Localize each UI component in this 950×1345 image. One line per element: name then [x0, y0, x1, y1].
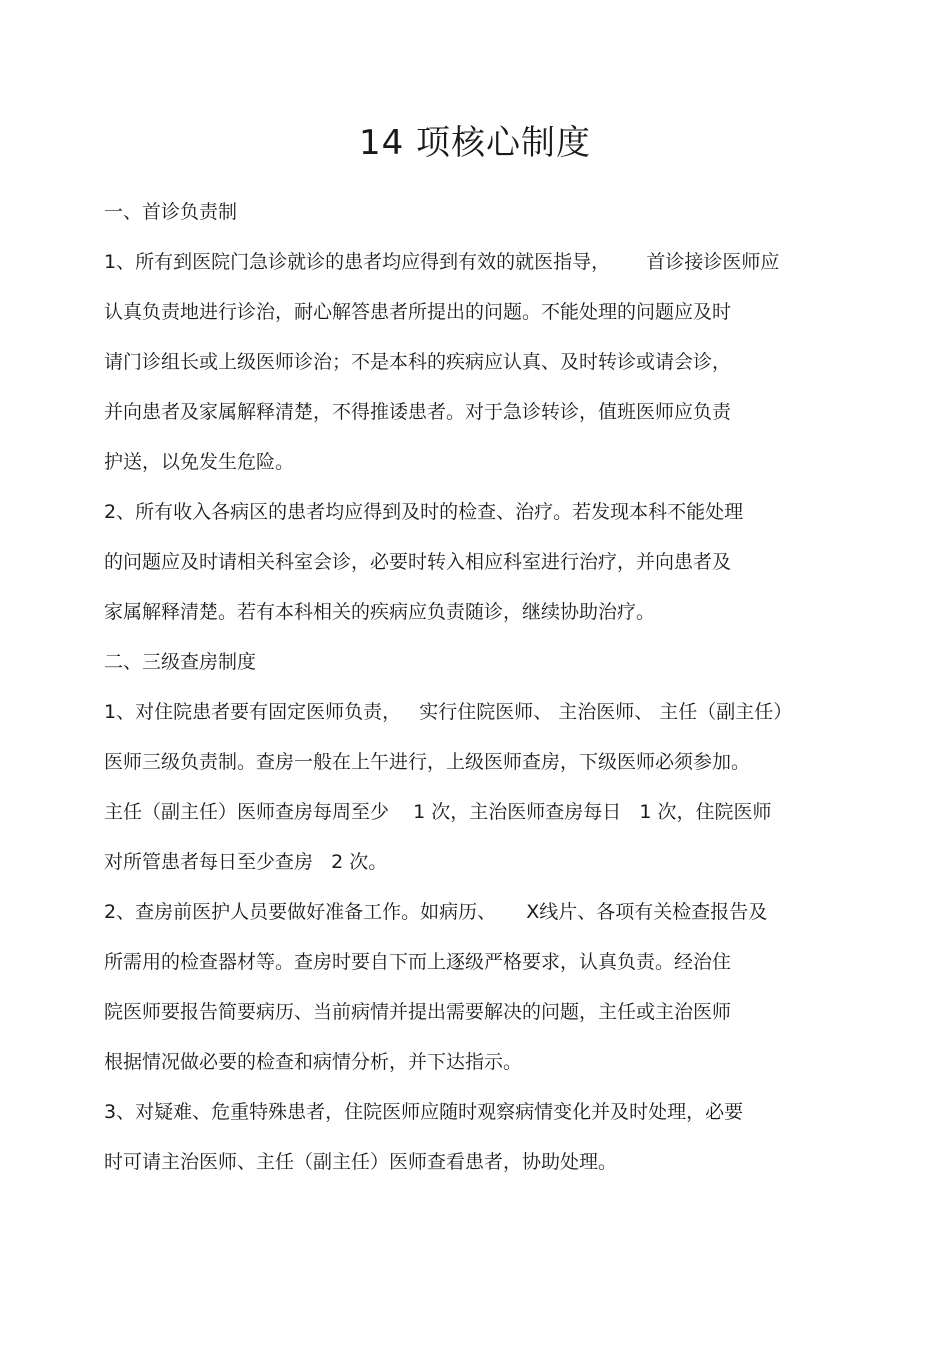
text-line: 1、所有到医院门急诊就诊的患者均应得到有效的就医指导， 首诊接诊医师应: [104, 251, 780, 273]
text-line: 1、对住院患者要有固定医师负责， 实行住院医师、 主治医师、 主任（副主任）: [104, 701, 793, 723]
text-line: 2、所有收入各病区的患者均应得到及时的检查、治疗。若发现本科不能处理: [104, 501, 744, 523]
text-line: 并向患者及家属解释清楚，不得推诿患者。对于急诊转诊，值班医师应负责: [104, 401, 732, 423]
section-heading-ward-rounds: 二、三级查房制度: [104, 651, 257, 673]
text-line: 根据情况做必要的检查和病情分析，并下达指示。: [104, 1051, 523, 1073]
text-line: 对所管患者每日至少查房 2 次。: [104, 851, 388, 873]
text-line: 所需用的检查器材等。查房时要自下而上逐级严格要求，认真负责。经治住: [104, 951, 732, 973]
text-line: 医师三级负责制。查房一般在上午进行，上级医师查房，下级医师必须参加。: [104, 751, 751, 773]
text-line: 护送，以免发生危险。: [104, 451, 295, 473]
text-line: 请门诊组长或上级医师诊治；不是本科的疾病应认真、及时转诊或请会诊，: [104, 351, 732, 373]
text-line: 家属解释清楚。若有本科相关的疾病应负责随诊，继续协助治疗。: [104, 601, 656, 623]
text-line: 3、对疑难、危重特殊患者，住院医师应随时观察病情变化并及时处理，必要: [104, 1101, 744, 1123]
text-line: 的问题应及时请相关科室会诊，必要时转入相应科室进行治疗，并向患者及: [104, 551, 732, 573]
text-line: 时可请主治医师、主任（副主任）医师查看患者，协助处理。: [104, 1151, 618, 1173]
section-heading-first-visit: 一、首诊负责制: [104, 201, 238, 223]
text-line: 认真负责地进行诊治，耐心解答患者所提出的问题。不能处理的问题应及时: [104, 301, 732, 323]
text-line: 2、查房前医护人员要做好准备工作。如病历、 X线片、各项有关检查报告及: [104, 901, 768, 923]
text-line: 主任（副主任）医师查房每周至少 1 次，主治医师查房每日 1 次，住院医师: [104, 801, 772, 823]
document-title: 14 项核心制度: [358, 123, 592, 163]
text-line: 院医师要报告简要病历、当前病情并提出需要解决的问题，主任或主治医师: [104, 1001, 732, 1023]
